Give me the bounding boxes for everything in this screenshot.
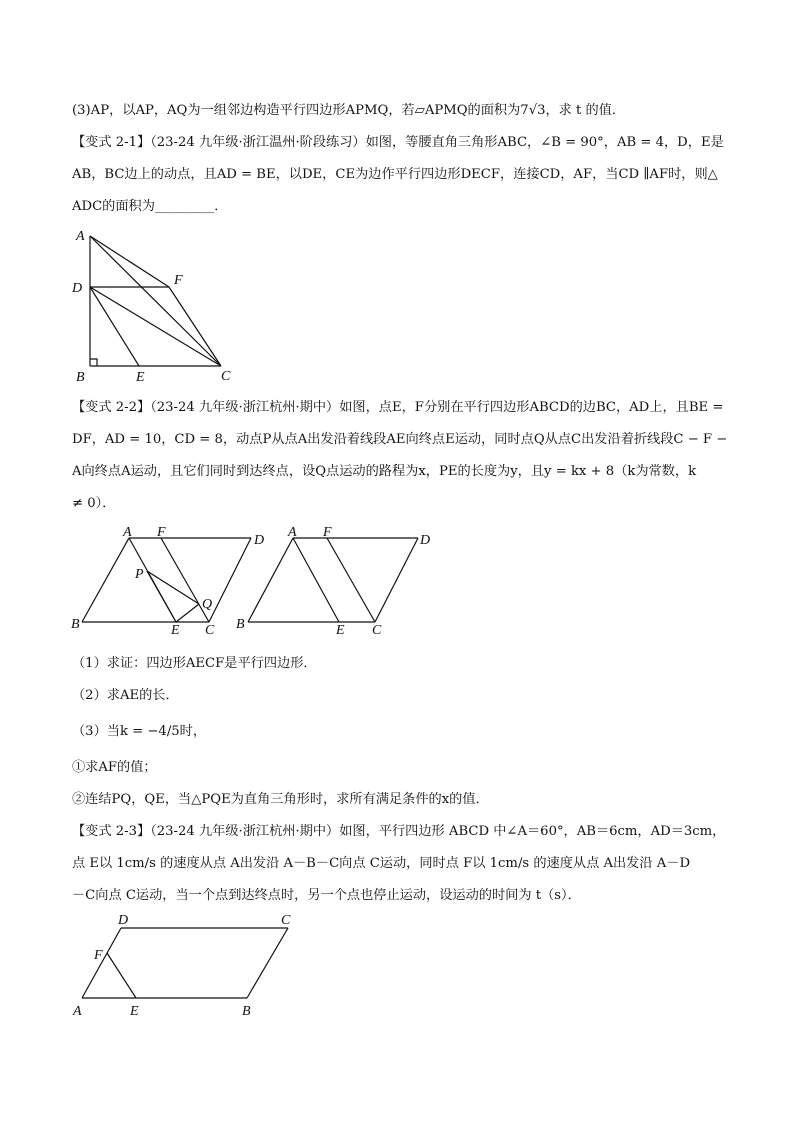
- variant-2-2-line-3: A向终点A运动，且它们同时到达终点，设Q点运动的路程为x，PE的长度为y，且y = kx + 8（k为常数，k: [72, 464, 697, 479]
- label-b: B: [71, 617, 80, 632]
- label-c: C: [221, 369, 231, 384]
- figure-isosceles-right-triangle: [70, 228, 240, 388]
- label-a: A: [76, 229, 85, 244]
- segment-fc: [327, 538, 375, 622]
- segment-pe: [147, 571, 176, 622]
- label-c: C: [372, 623, 382, 638]
- question-3: （3）当k = −4/5时，: [72, 724, 207, 739]
- right-angle-mark: [90, 359, 97, 366]
- problem-part-3: (3)AP，以AP，AQ为一组邻边构造平行四边形APMQ，若▱APMQ的面积为7√3，求 t 的值．: [72, 103, 626, 118]
- variant-2-3-line-1: 【变式 2-3】（23-24 九年级·浙江杭州·期中）如图，平行四边形 ABCD 中∠A＝60°，AB＝6cm，AD＝3cm，: [72, 824, 726, 839]
- label-b: B: [236, 617, 245, 632]
- label-e: E: [171, 623, 180, 638]
- label-c: C: [205, 623, 215, 638]
- label-e: E: [130, 1004, 139, 1019]
- variant-2-2-line-4: ≠ 0）．: [72, 496, 116, 511]
- segment-fc: [169, 287, 221, 366]
- label-d: D: [254, 533, 265, 548]
- label-d: D: [118, 913, 129, 928]
- label-a: A: [288, 525, 297, 540]
- variant-2-2-line-1: 【变式 2-2】（23-24 九年级·浙江杭州·期中）如图，点E，F分别在平行四边形ABCD的边BC，AD上，且BE =: [72, 400, 724, 415]
- variant-2-1-line-1: 【变式 2-1】（23-24 九年级·浙江温州·阶段练习）如图，等腰直角三角形ABC，∠B = 90°，AB = 4，D，E是: [72, 135, 724, 150]
- label-b: B: [76, 370, 85, 385]
- variant-2-3-line-3: －C向点 C运动，当一个点到达终点时，另一个点也停止运动，设运动的时间为 t（s）．: [72, 888, 581, 903]
- label-d: D: [72, 281, 83, 296]
- figure-parallelogram-aecf: [232, 524, 442, 639]
- label-f: F: [174, 273, 183, 288]
- variant-2-1-line-2: AB，BC边上的动点，且AD = BE，以DE，CE为边作平行四边形DECF，连接CD，AF，当CD ∥AF时，则△: [72, 167, 718, 182]
- question-1: （1）求证：四边形AECF是平行四边形．: [72, 656, 317, 671]
- figure-parallelogram-abcd-60: [68, 908, 308, 1023]
- label-a: A: [123, 525, 132, 540]
- segment-bc: [247, 928, 288, 998]
- segment-de: [90, 287, 139, 366]
- variant-2-3-line-2: 点 E以 1cm/s 的速度从点 A出发沿 A－B－C向点 C运动，同时点 F以 1cm/s 的速度从点 A出发沿 A－D: [72, 856, 691, 871]
- segment-ac: [90, 236, 221, 366]
- segment-ab: [248, 538, 293, 622]
- label-e: E: [336, 623, 345, 638]
- segment-dc: [90, 287, 221, 366]
- question-2: （2）求AE的长．: [72, 688, 179, 703]
- variant-2-1-line-3: ADC的面积为_________．: [72, 199, 228, 214]
- segment-af: [90, 236, 169, 287]
- label-f: F: [94, 948, 103, 963]
- segment-fe: [107, 953, 136, 998]
- question-3-sub-1: ①求AF的值；: [72, 760, 157, 775]
- label-f: F: [323, 525, 332, 540]
- variant-2-2-line-2: DF，AD = 10，CD = 8，动点P从点A出发沿着线段AE向终点E运动，同时点Q从点C出发沿着折线段C − F −: [72, 432, 728, 447]
- segment-pq: [147, 571, 199, 604]
- label-q: Q: [202, 597, 213, 612]
- label-e: E: [136, 370, 145, 385]
- label-b: B: [242, 1004, 251, 1019]
- label-f: F: [157, 525, 166, 540]
- question-3-sub-2: ②连结PQ，QE，当△PQE为直角三角形时，求所有满足条件的x的值．: [72, 792, 489, 807]
- label-p: P: [135, 567, 144, 582]
- segment-ae: [293, 538, 339, 622]
- segment-ab: [82, 538, 129, 622]
- label-c: C: [281, 913, 291, 928]
- label-a: A: [73, 1004, 82, 1019]
- label-d: D: [420, 533, 431, 548]
- segment-qe: [176, 604, 199, 622]
- segment-ad: [82, 928, 121, 998]
- segment-dc: [375, 538, 418, 622]
